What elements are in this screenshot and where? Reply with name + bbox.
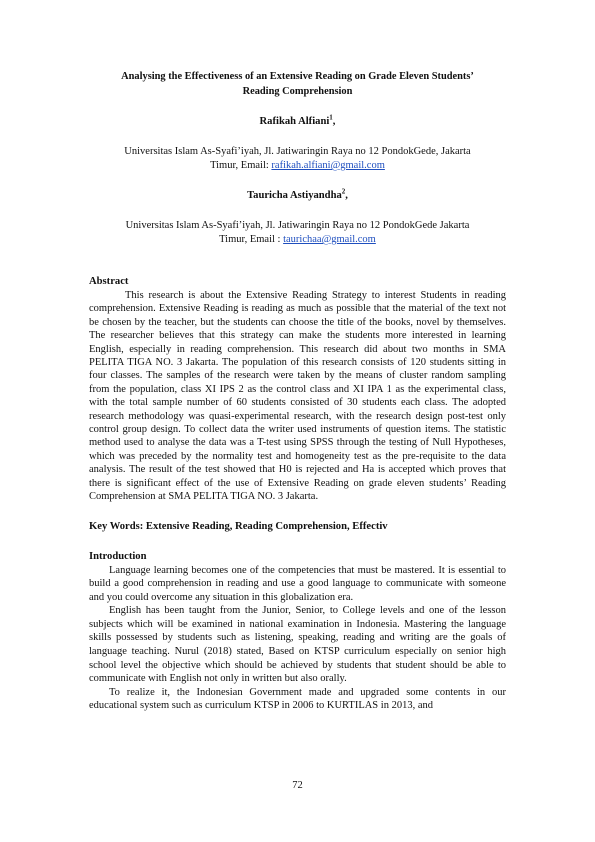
abstract-text: This research is about the Extensive Reading Strategy to interest Students in reading comprehension. Extensive Reading is reading as much as possible that the material of the text not be chosen by the teacher, but the students can choose the title of the books, novel by themselves. The researcher believes that this strategy can make the students more interested in learning English, especially in reading comprehension. This research did about two months in SMA PELITA TIGA NO. 3 Jakarta. The population of this research consists of 120 students sitting in four classes. The samples of the research were taken by the means of cluster random sampling from the population, class XI IPS 2 as the control class and XI IPA 1 as the experimental class, with the total sample number of 60 students consisted of 30 students each class. The adopted research methodology was quasi-experimental research, with the research design post-test only control group design. To collect data the writer used instruments of question items. The statistic method used to analyse the data was a T-test using SPSS through the testing of Null Hypotheses, which was preceded by the normality test and homogeneity test as the pre-requisite to the data analysis. The result of the test showed that H0 is rejected and Ha is accepted which proves that there is significant effect of the use of Extensive Reading on grade eleven students’ Reading Comprehension at SMA PELITA TIGA NO. 3 Jakarta. [89,290,506,503]
paper-page [89,70,506,713]
author-1 [89,115,506,129]
paper-title-line-2: Reading Comprehension [242,85,353,97]
author-1-affiliation-line-1: Universitas Islam As-Syafi’iyah, Jl. Jatiwaringin Raya no 12 PondokGede, Jakarta [124,146,471,157]
introduction-paragraph-1: Language learning becomes one of the competencies that must be mastered. It is essential to build a good comprehension in reading and use a good language to communicate with someone and you could overcome any situation in this globalization era. [89,564,506,603]
abstract-heading: Abstract [89,276,129,287]
author-1-email-prefix: Timur, Email: [210,160,272,171]
paper-title-line-1: Analysing the Effectiveness of an Extensive Reading on Grade Eleven Students’ [121,71,474,82]
author-1-suffix: , [332,116,336,127]
author-1-superscript: 1 [329,113,333,122]
author-2-email-prefix: Timur, Email : [219,234,284,245]
author-2-name: Tauricha Astiyandha [247,190,342,201]
author-1-name: Rafikah Alfiani [259,116,330,127]
keywords: Key Words: Extensive Reading, Reading Comprehension, Effectiv [89,520,388,532]
author-1-affiliation [89,145,506,173]
author-2-suffix: , [345,190,348,201]
author-2-affiliation [89,219,506,247]
paper-title [89,70,506,99]
author-2-email-link[interactable]: taurichaa@gmail.com [283,234,376,245]
author-2-superscript: 2 [341,187,346,196]
author-2-affiliation-line-1: Universitas Islam As-Syafi’iyah, Jl. Jatiwaringin Raya no 12 PondokGede Jakarta [125,220,470,231]
page-number: 72 [292,780,303,791]
author-1-email-link[interactable]: rafikah.alfiani@gmail.com [271,160,385,171]
author-2 [89,189,506,203]
introduction-paragraph-2: English has been taught from the Junior, Senior, to College levels and one of the lesson subjects which will be examined in national examination in Indonesia. Mastering the language skills possessed by students such as listening, speaking, reading and writing are the goals of language teaching. Nurul (2018) stated, Based on KTSP curriculum especially on senior high school level the objective which should be achieved by students that student should be able to communicate with English not only in written but also orally. [89,605,506,685]
introduction-heading: Introduction [89,550,147,562]
introduction-paragraph-3: To realize it, the Indonesian Government made and upgraded some contents in our educational system such as curriculum KTSP in 2006 to KURTILAS in 2013, and [89,686,506,712]
